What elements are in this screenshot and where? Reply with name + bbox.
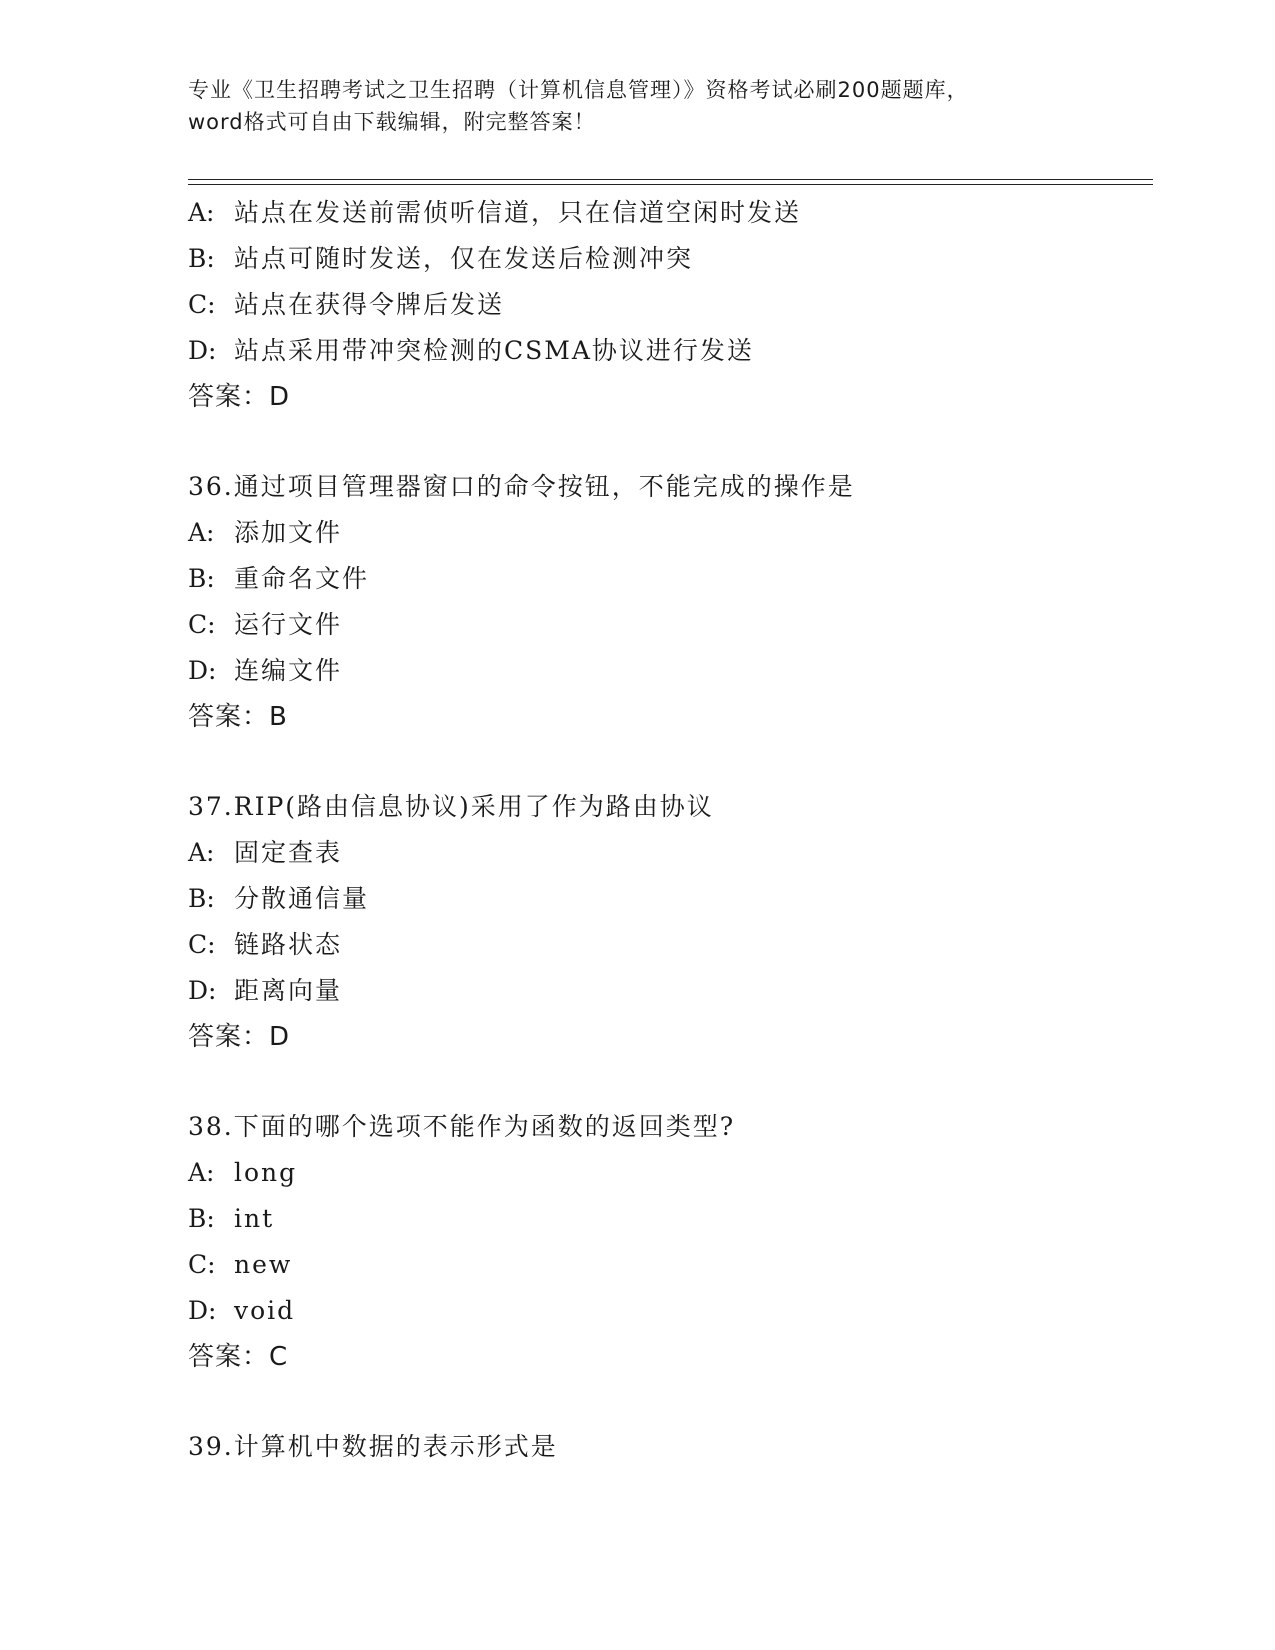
question-38 <box>188 1104 1148 1380</box>
option-letter: D: <box>188 336 217 365</box>
option-text: 距离向量 <box>234 976 343 1005</box>
answer-line: 答案：B <box>188 702 288 732</box>
option-d <box>188 648 1148 694</box>
header-divider-bottom <box>188 184 1153 185</box>
option-b <box>188 556 1148 602</box>
option-d <box>188 968 1148 1014</box>
question-36 <box>188 464 1148 740</box>
option-text: 链路状态 <box>234 930 343 959</box>
option-text: 固定查表 <box>234 838 343 867</box>
question-37 <box>188 784 1148 1060</box>
question-title: 38.下面的哪个选项不能作为函数的返回类型? <box>188 1112 736 1141</box>
option-b <box>188 876 1148 922</box>
option-text: 站点在获得令牌后发送 <box>234 290 505 319</box>
question-35-continued <box>188 190 1148 420</box>
option-a <box>188 190 1148 236</box>
option-letter: D: <box>188 1296 217 1325</box>
question-title: 36.通过项目管理器窗口的命令按钮，不能完成的操作是 <box>188 472 855 501</box>
header-divider-top <box>188 179 1153 180</box>
option-c <box>188 282 1148 328</box>
option-text: 连编文件 <box>234 656 343 685</box>
option-letter: C: <box>188 1250 216 1279</box>
option-text: new <box>234 1250 293 1279</box>
header-line-2: word格式可自由下载编辑，附完整答案！ <box>188 110 596 134</box>
answer-line: 答案：D <box>188 1022 291 1052</box>
option-text: 分散通信量 <box>234 884 370 913</box>
option-letter: A: <box>188 838 215 867</box>
option-letter: D: <box>188 976 217 1005</box>
option-text: long <box>234 1158 298 1187</box>
option-a <box>188 510 1148 556</box>
option-letter: B: <box>188 1204 215 1233</box>
option-b <box>188 236 1148 282</box>
option-letter: C: <box>188 930 216 959</box>
option-text: 站点采用带冲突检测的CSMA协议进行发送 <box>234 336 754 365</box>
option-letter: D: <box>188 656 217 685</box>
answer-line: 答案：C <box>188 1342 289 1372</box>
header-line-1: 专业《卫生招聘考试之卫生招聘（计算机信息管理）》资格考试必刷200题题库， <box>188 78 969 102</box>
option-c <box>188 922 1148 968</box>
option-d <box>188 328 1148 374</box>
option-letter: C: <box>188 610 216 639</box>
option-letter: C: <box>188 290 216 319</box>
option-letter: B: <box>188 564 215 593</box>
question-39 <box>188 1424 1148 1470</box>
option-letter: B: <box>188 244 215 273</box>
option-c <box>188 1242 1148 1288</box>
option-c <box>188 602 1148 648</box>
question-list <box>188 190 1148 1470</box>
option-text: void <box>234 1296 296 1325</box>
option-text: 运行文件 <box>234 610 343 639</box>
option-b <box>188 1196 1148 1242</box>
option-letter: A: <box>188 1158 215 1187</box>
option-a <box>188 830 1148 876</box>
question-title: 39.计算机中数据的表示形式是 <box>188 1432 558 1461</box>
option-text: 添加文件 <box>234 518 343 547</box>
option-d <box>188 1288 1148 1334</box>
option-letter: A: <box>188 518 215 547</box>
option-a <box>188 1150 1148 1196</box>
option-letter: A: <box>188 198 215 227</box>
option-text: 站点在发送前需侦听信道，只在信道空闲时发送 <box>234 198 802 227</box>
answer-line: 答案：D <box>188 382 291 412</box>
question-title: 37.RIP(路由信息协议)采用了作为路由协议 <box>188 792 714 821</box>
option-text: 重命名文件 <box>234 564 370 593</box>
option-letter: B: <box>188 884 215 913</box>
option-text: int <box>234 1204 275 1233</box>
option-text: 站点可随时发送，仅在发送后检测冲突 <box>234 244 694 273</box>
document-header <box>188 74 1088 138</box>
